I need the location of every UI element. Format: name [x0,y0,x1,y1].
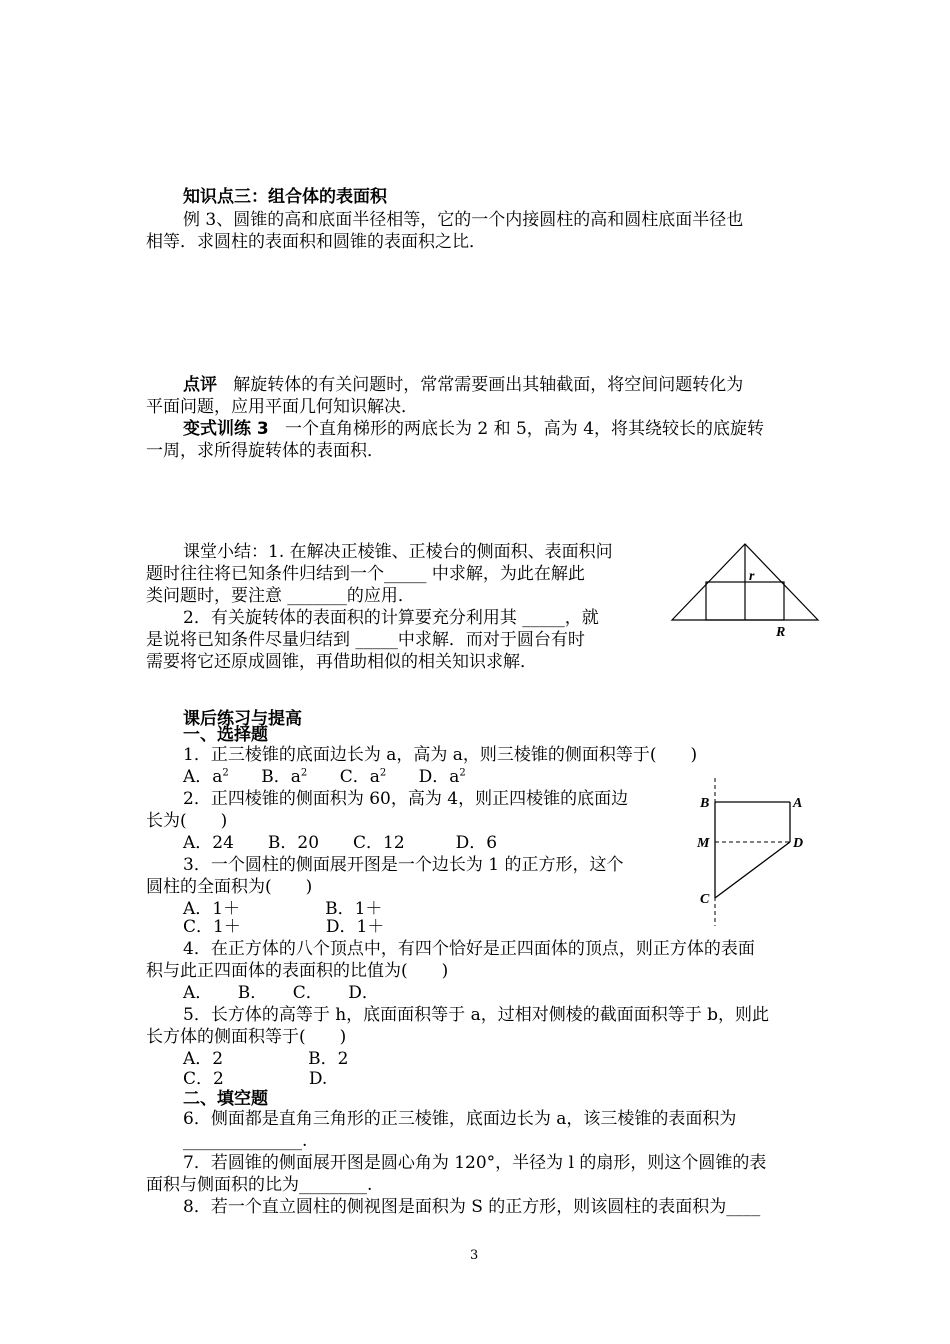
comment-label: 点评 [183,375,217,395]
q1-sup-c: 2 [379,767,387,779]
comment-text: 解旋转体的有关问题时，常常需要画出其轴截面，将空间问题转化为 [233,375,744,395]
summary-line-1: 课堂小结：1. 在解决正棱锥、正棱台的侧面积、表面积问 [183,542,613,562]
part1-heading: 一、选择题 [183,725,268,745]
part2-heading: 二、填空题 [183,1089,268,1109]
question-5-line-1: 5．长方体的高等于 h，底面面积等于 a，过相对侧棱的截面面积等于 b，则此 [183,1005,769,1025]
q1-sup-d: 2 [459,767,466,779]
question-4-options: A． B． C． D． [183,983,379,1003]
section-heading: 知识点三：组合体的表面积 [183,187,387,207]
comment-line-1 [183,374,743,396]
question-5-line-2: 长方体的侧面积等于( ) [146,1027,347,1047]
question-1-options [183,766,466,788]
trapezoid-figure [690,778,820,928]
label-r: r [749,569,755,584]
cone-cylinder-figure [665,538,830,640]
q1-option-d: D．a [418,767,460,787]
summary-line-4: 2．有关旋转体的表面积的计算要充分利用其 _____，就 [183,608,599,628]
question-3-line-1: 3．一个圆柱的侧面展开图是一个边长为 1 的正方形，这个 [183,855,624,875]
example-text-line-2: 相等．求圆柱的表面积和圆锥的表面积之比． [146,232,486,252]
comment-line-2: 平面问题，应用平面几何知识解决． [146,397,418,417]
variant-line-2: 一周，求所得旋转体的表面积． [146,441,384,461]
q1-option-b: B．a [261,767,301,787]
summary-line-3: 类问题时，要注意 _______的应用． [146,586,415,606]
q1-option-a: A．a [183,767,223,787]
label-B: B [700,796,710,811]
summary-line-6: 需要将它还原成圆锥，再借助相似的相关知识求解． [146,652,537,672]
summary-line-5: 是说将已知条件尽量归结到 _____中求解．而对于圆台有时 [146,630,585,650]
question-4-line-1: 4．在正方体的八个顶点中，有四个恰好是正四面体的顶点，则正方体的表面 [183,939,755,959]
practice-title: 课后练习与提高 [183,709,302,729]
question-3-options-1: A．1＋ B．1＋ [183,899,383,919]
question-2-line-1: 2．正四棱锥的侧面积为 60，高为 4，则正四棱锥的底面边 [183,789,629,809]
question-2-line-2: 长为( ) [146,811,228,831]
question-6-line-1: 6．侧面都是直角三角形的正三棱锥，底面边长为 a，该三棱锥的表面积为 [183,1109,737,1129]
label-M: M [697,836,710,851]
q1-sup-a: 2 [222,767,229,779]
question-5-options-1: A．2 B．2 [183,1049,349,1069]
question-5-options-2: C．2 D. [183,1069,328,1089]
question-6-blank: ______________. [183,1131,308,1151]
question-4-line-2: 积与此正四面体的表面积的比值为( ) [146,961,449,981]
question-8-line-1: 8．若一个直立圆柱的侧视图是面积为 S 的正方形，则该圆柱的表面积为____ [183,1197,761,1217]
q1-sup-b: 2 [300,767,308,779]
question-3-options-2: C．1＋ D．1＋ [183,917,385,937]
q1-option-c: C．a [339,767,380,787]
question-3-line-2: 圆柱的全面积为( ) [146,877,313,897]
label-R: R [776,625,786,640]
label-A: A [793,796,803,811]
example-text-line-1: 例 3、圆锥的高和底面半径相等，它的一个内接圆柱的高和圆柱底面半径也 [183,210,744,230]
label-C: C [700,892,710,907]
page-number: 3 [470,1248,479,1263]
question-7-line-2: 面积与侧面积的比为________. [146,1175,373,1195]
label-D: D [793,836,804,851]
question-7-line-1: 7．若圆锥的侧面展开图是圆心角为 120°，半径为 l 的扇形，则这个圆锥的表 [183,1153,767,1173]
question-1: 1．正三棱锥的底面边长为 a，高为 a，则三棱锥的侧面积等于( ) [183,745,698,765]
variant-text: 一个直角梯形的两底长为 2 和 5，高为 4，将其绕较长的底旋转 [284,419,765,439]
variant-line-1 [183,418,764,440]
question-2-options: A．24 B．20 C．12 D．6 [183,833,498,853]
summary-line-2: 题时往往将已知条件归结到一个_____ 中求解，为此在解此 [146,564,585,584]
variant-label: 变式训练 3 [183,419,269,439]
